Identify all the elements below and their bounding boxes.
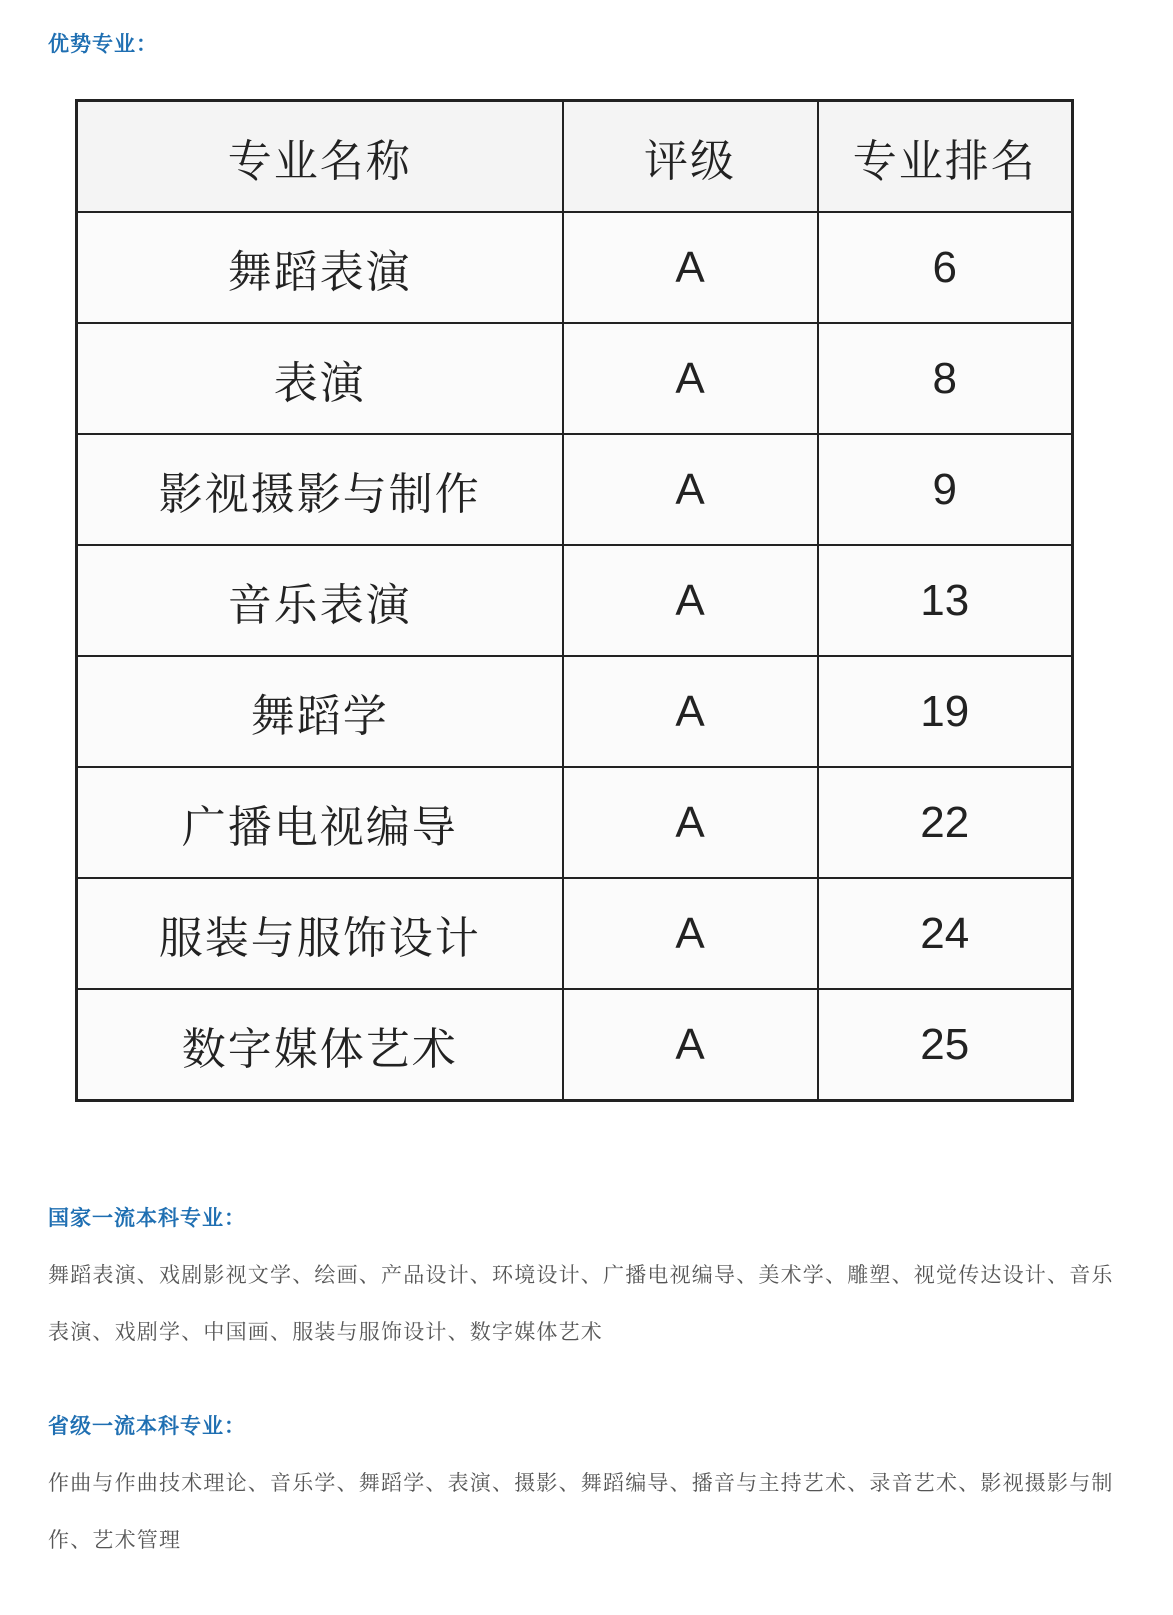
rank-cell: 13 xyxy=(818,545,1073,656)
major-name-cell: 影视摄影与制作 xyxy=(77,434,563,545)
major-name-cell: 舞蹈表演 xyxy=(77,212,563,323)
major-name-cell: 服装与服饰设计 xyxy=(77,878,563,989)
major-name-cell: 音乐表演 xyxy=(77,545,563,656)
advantage-majors-heading: 优势专业： xyxy=(48,32,158,56)
rank-cell: 19 xyxy=(818,656,1073,767)
table-row xyxy=(77,989,1073,1101)
grade-cell: A xyxy=(563,656,818,767)
table-header-row xyxy=(77,101,1073,213)
grade-cell: A xyxy=(563,767,818,878)
major-name-cell: 广播电视编导 xyxy=(77,767,563,878)
table-row xyxy=(77,545,1073,656)
grade-cell: A xyxy=(563,212,818,323)
national-first-class-heading: 国家一流本科专业： xyxy=(48,1206,246,1230)
table-row xyxy=(77,323,1073,434)
rank-cell: 25 xyxy=(818,989,1073,1101)
provincial-first-class-list: 作曲与作曲技术理论、音乐学、舞蹈学、表演、摄影、舞蹈编导、播音与主持艺术、录音艺术、影视摄影与制作、艺术管理 xyxy=(48,1471,1114,1552)
header-grade: 评级 xyxy=(563,101,818,213)
header-major-name: 专业名称 xyxy=(77,101,563,213)
grade-cell: A xyxy=(563,323,818,434)
majors-ranking-table xyxy=(75,99,1074,1102)
grade-cell: A xyxy=(563,989,818,1101)
table-row xyxy=(77,434,1073,545)
rank-cell: 22 xyxy=(818,767,1073,878)
grade-cell: A xyxy=(563,545,818,656)
provincial-first-class-heading: 省级一流本科专业： xyxy=(48,1414,246,1438)
rank-cell: 8 xyxy=(818,323,1073,434)
table-row xyxy=(77,656,1073,767)
table-row xyxy=(77,212,1073,323)
header-rank: 专业排名 xyxy=(818,101,1073,213)
national-first-class-list: 舞蹈表演、戏剧影视文学、绘画、产品设计、环境设计、广播电视编导、美术学、雕塑、视觉传达设计、音乐表演、戏剧学、中国画、服装与服饰设计、数字媒体艺术 xyxy=(48,1263,1114,1344)
table-row xyxy=(77,878,1073,989)
table-row xyxy=(77,767,1073,878)
rank-cell: 9 xyxy=(818,434,1073,545)
rank-cell: 24 xyxy=(818,878,1073,989)
major-name-cell: 舞蹈学 xyxy=(77,656,563,767)
major-name-cell: 数字媒体艺术 xyxy=(77,989,563,1101)
grade-cell: A xyxy=(563,878,818,989)
grade-cell: A xyxy=(563,434,818,545)
major-name-cell: 表演 xyxy=(77,323,563,434)
rank-cell: 6 xyxy=(818,212,1073,323)
